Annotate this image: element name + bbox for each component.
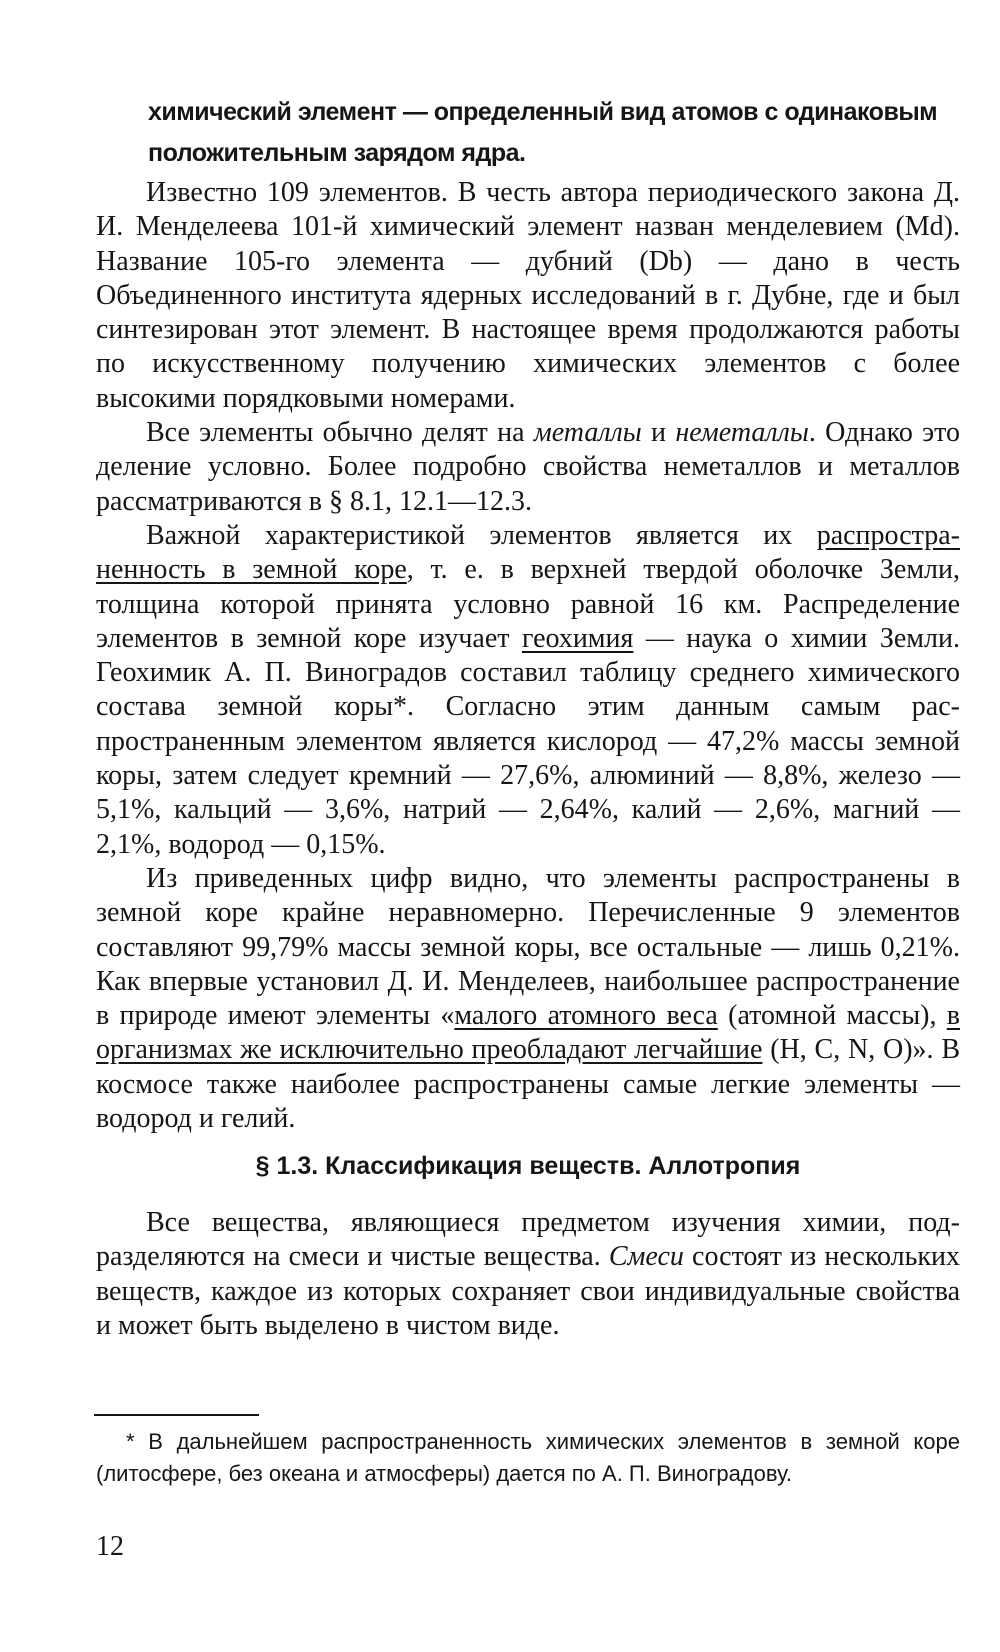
paragraph-abundance: Важной характеристикой элементов является их распространенность в земной коре, т. е. в верхней твердой оболочке Земли, толщина которой принята условно равной 16 км. Распределение элементов в земной коре изучает геохимия — наука о химии Земли. Геохимик А. П. Виноградов составил таблицу среднего химического состава земной коры*. Согласно этим данным самым распространенным элементом является кислород — 47,2% массы земной коры, затем следует кремний — 27,6%, алюминий — 8,8%, железо — 5,1%, кальций — 3,6%, натрий — 2,64%, калий — 2,6%, магний — 2,1%, водород — 0,15%. bbox=[96, 519, 960, 860]
term-nonmetals: неметаллы bbox=[675, 417, 809, 449]
page-number: 12 bbox=[96, 1531, 124, 1562]
term-mixtures: Смеси bbox=[608, 1241, 684, 1273]
paragraph-metals-nonmetals: Все элементы обычно делят на металлы и неметаллы. Однако это деление условно. Более подробно свойства неметаллов и металлов рассматриваются в § 8.1, 12.1—12.3. bbox=[96, 417, 961, 517]
element-definition: химический элемент — определенный вид атомов с одинаковым положительным зарядом ядра. bbox=[148, 98, 938, 167]
section-heading: § 1.3. Классификация веществ. Аллотропия bbox=[255, 1152, 801, 1180]
footnote: * В дальнейшем распространенность химических элементов в земной коре (литосфере, без океана и атмосферы) дается по А. П. Виноградову. bbox=[96, 1429, 960, 1486]
paragraph-elements-count: Известно 109 элементов. В честь автора периодического закона Д. И. Менделеева 101-й химический элемент назван менделевием (Md). Название 105-го элемента — дубний (Db) — дано в честь Объединенного института ядерных исследований в г. Дубне, где и был синтезирован этот элемент. В настоящее время продолжаются работы по искусственному получению химических элементов с более высокими порядковыми номерами. bbox=[96, 177, 960, 414]
quote-organisms: в организмах же исключительно преобладают легчайшие bbox=[96, 1000, 960, 1066]
paragraph-distribution: Из приведенных цифр видно, что элементы распространены в земной коре крайне неравномерно. Перечисленные 9 элементов составляют 99,79% массы земной коры, все остальные — лишь 0,21%. Как впервые установил Д. И. Менделеев, наибольшее распространение в природе имеют элементы «малого атомного веса (атомной массы), в организмах же исключительно преобладают легчайшие (H, C, N, O)». В космосе также наиболее распространены самые легкие элементы — водород и гелий. bbox=[96, 862, 960, 1135]
term-geochemistry: геохимия bbox=[521, 622, 634, 654]
quote-atomic-weight: малого атомного веса bbox=[454, 1000, 718, 1032]
paragraph-substances: Все вещества, являющиеся предметом изучения химии, подразделяются на смеси и чистые вещества. Смеси состоят из нескольких веществ, каждое из которых сохраняет свои индивидуальные свойства и может быть выделено в чистом виде. bbox=[96, 1207, 960, 1341]
term-metals: металлы bbox=[533, 417, 642, 449]
main-text bbox=[96, 176, 960, 1136]
section-text bbox=[96, 1206, 960, 1343]
footnote-divider bbox=[94, 1414, 259, 1416]
term-abundance: распространенность в земной коре bbox=[96, 519, 960, 586]
